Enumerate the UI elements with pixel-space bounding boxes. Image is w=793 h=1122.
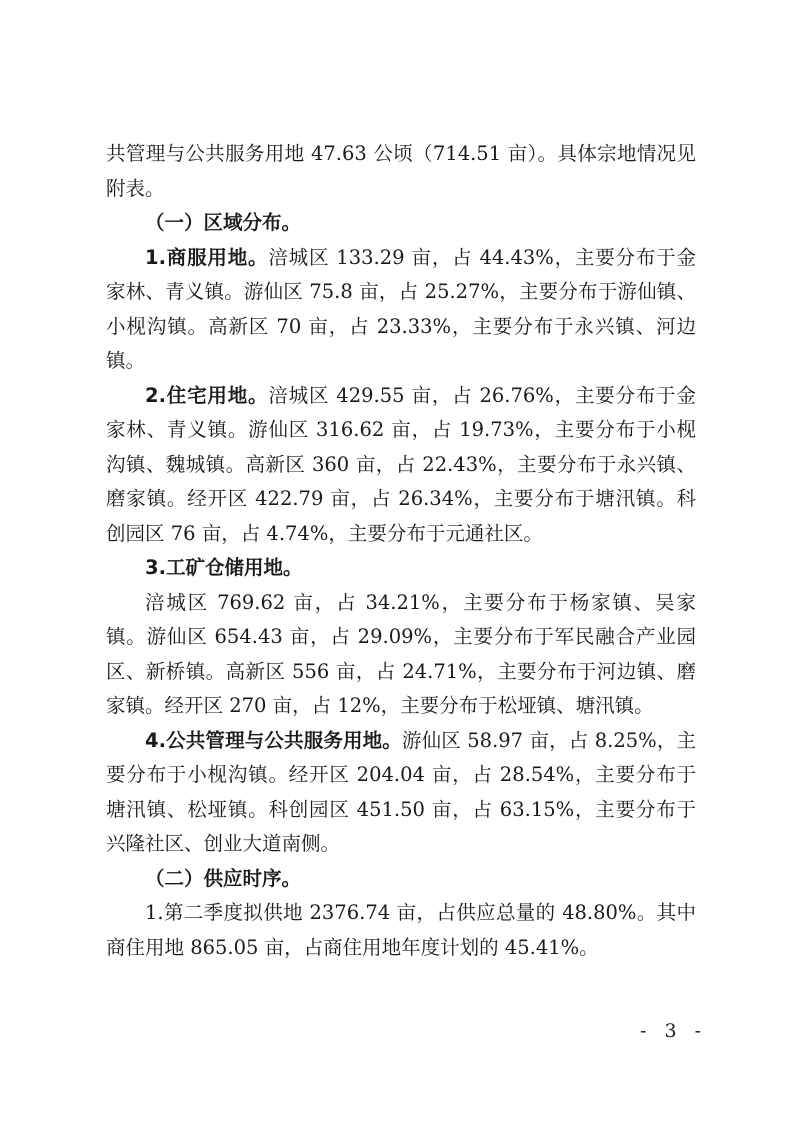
- page-number: - 3 -: [640, 1020, 708, 1042]
- section2-heading-text: （二）供应时序。: [145, 866, 302, 890]
- section-heading-distribution: [106, 206, 696, 241]
- section1-heading-text: （一）区域分布。: [145, 211, 302, 234]
- item4-title: 4.公共管理与公共服务用地。: [145, 728, 402, 752]
- item2-title: 2.住宅用地。: [145, 383, 269, 407]
- paragraph-public-service-land: [106, 724, 696, 862]
- paragraph-residential-land: [106, 379, 696, 552]
- item2-body: 涪城区 429.55 亩，占 26.76%，主要分布于金家林、青义镇。游仙区 316.62 亩，占 19.73%，主要分布于小枧沟镇、魏城镇。高新区 360 亩，占 22.43%，主要分布于永兴镇、磨家镇。经开区 422.79 亩，占 26.34%，主要分布于塘汛镇。科创园区 76 亩，占 4.74%，主要分布于元通社区。: [106, 383, 696, 545]
- timing1-text: 1.第二季度拟供地 2376.74 亩，占供应总量的 48.80%。其中商住用地 865.05 亩，占商住用地年度计划的 45.41%。: [106, 901, 696, 959]
- intro-paragraph: [106, 137, 696, 206]
- document-body: [106, 137, 696, 965]
- paragraph-industrial-heading: [106, 551, 696, 586]
- item4-body: 游仙区 58.97 亩，占 8.25%，主要分布于小枧沟镇。经开区 204.04 亩，占 28.54%，主要分布于塘汛镇、松垭镇。科创园区 451.50 亩，占 63.15%，主要分布于兴隆社区、创业大道南侧。: [106, 728, 696, 855]
- section-heading-timing: [106, 862, 696, 897]
- item1-title: 1.商服用地。: [145, 245, 269, 269]
- item3-body: 涪城区 769.62 亩，占 34.21%，主要分布于杨家镇、吴家镇。游仙区 654.43 亩，占 29.09%，主要分布于军民融合产业园区、新桥镇。高新区 556 亩，占 24.71%，主要分布于河边镇、磨家镇。经开区 270 亩，占 12%，主要分布于松垭镇、塘汛镇。: [106, 590, 696, 717]
- paragraph-timing-q2: [106, 896, 696, 965]
- intro-text: 共管理与公共服务用地 47.63 公顷（714.51 亩）。具体宗地情况见附表。: [106, 142, 696, 200]
- item3-title: 3.工矿仓储用地。: [145, 556, 303, 579]
- paragraph-industrial-land: [106, 586, 696, 724]
- item1-body: 涪城区 133.29 亩，占 44.43%，主要分布于金家林、青义镇。游仙区 75.8 亩，占 25.27%，主要分布于游仙镇、小枧沟镇。高新区 70 亩，占 23.33%，主要分布于永兴镇、河边镇。: [106, 245, 696, 372]
- paragraph-commercial-land: [106, 241, 696, 379]
